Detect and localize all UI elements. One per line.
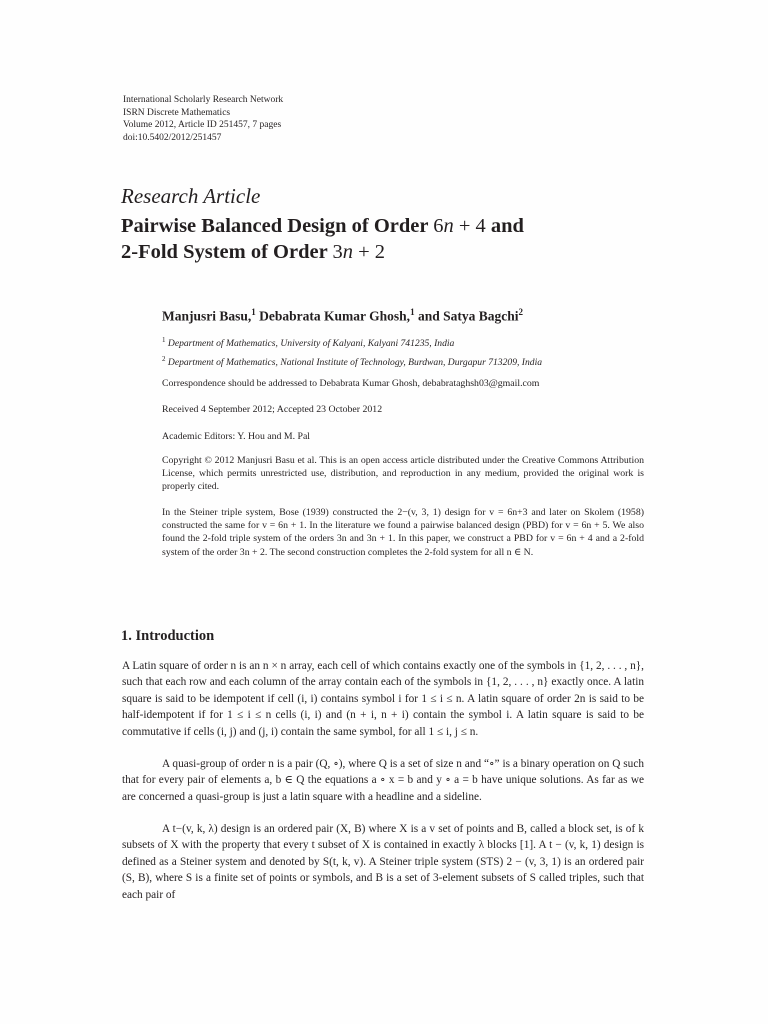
title-line-2-text: 2-Fold System of Order	[121, 241, 333, 263]
affiliation-2-text: Department of Mathematics, National Institute of Technology, Burdwan, Durgapur 713209, India	[165, 356, 543, 368]
journal-network: International Scholarly Research Network	[123, 95, 284, 105]
section-heading-introduction: 1. Introduction	[121, 628, 215, 644]
paper-title	[121, 213, 524, 265]
title-math-1-rest: + 4	[453, 215, 486, 237]
author-list	[162, 307, 523, 325]
title-math-1	[433, 215, 486, 237]
author-1: Manjusri Basu,	[162, 308, 252, 324]
title-line-1-text: Pairwise Balanced Design of Order	[121, 215, 434, 237]
title-math-1-var: n	[443, 215, 454, 237]
intro-paragraph-1: A Latin square of order n is an n × n array, each cell of which contains exactly one of the symbols in {1, 2, . . . , n}, such that each row and each column of the array contain each of the symbols in {1, 2, . . . , n} exactly once. A latin square is said to be idempotent if cell (i, i) contains symbol i for 1 ≤ i ≤ n. A latin square of order 2n is said to be half-idempotent if for 1 ≤ i ≤ n cells (i, i) and (n + i, n + i) contain the symbol i. A latin square is said to be commutative if cells (i, j) and (j, i) contain the same symbol, for all 1 ≤ i, j ≤ n.	[122, 660, 644, 738]
title-math-2	[332, 241, 385, 263]
affiliations	[162, 333, 542, 370]
abstract: In the Steiner triple system, Bose (1939) constructed the 2−(v, 3, 1) design for v = 6n+3 and later on Skolem (1958) constructed the same for v = 6n + 1. In the literature we found a pairwise balanced design (PBD) for v = 6n + 5. We also found the 2-fold triple system of the orders 3n and 3n + 1. In this paper, we construct a PBD for v = 6n + 4 and a 2-fold system of the order 3n + 2. The second construction completes the 2-fold system for all n ∈ N.	[162, 507, 644, 558]
volume-info: Volume 2012, Article ID 251457, 7 pages	[123, 120, 282, 130]
author-2: Debabrata Kumar Ghosh,	[255, 308, 411, 324]
author-1-affil: 1	[251, 307, 256, 317]
title-math-2-var: n	[342, 241, 353, 263]
title-line-2	[121, 239, 524, 265]
article-type: Research Article	[121, 184, 261, 208]
affiliation-2	[162, 352, 542, 371]
affiliation-2-sup: 2	[162, 354, 166, 363]
copyright-notice: Copyright © 2012 Manjusri Basu et al. This is an open access article distributed under the Creative Commons Attribution License, which permits unrestricted use, distribution, and reproduction in any medium, provided the original work is properly cited.	[162, 455, 644, 493]
affiliation-1-text: Department of Mathematics, University of Kalyani, Kalyani 741235, India	[165, 338, 455, 350]
affiliation-1-sup: 1	[162, 336, 166, 344]
title-math-2-rest: + 2	[352, 241, 385, 263]
author-2-affil: 1	[410, 307, 415, 317]
title-line-1-tail: and	[485, 215, 524, 237]
title-math-1-coef: 6	[433, 215, 444, 237]
title-math-2-coef: 3	[332, 241, 343, 263]
intro-paragraph-2: A quasi-group of order n is a pair (Q, ∘), where Q is a set of size n and “∘” is a binary operation on Q such that for every pair of elements a, b ∈ Q the equations a ∘ x = b and y ∘ a = b have unique solutions. As far as we are concerned a quasi-group is just a latin square with a headline and a sideline.	[122, 758, 644, 803]
affiliation-1	[162, 333, 542, 352]
author-3-affil: 2	[518, 307, 523, 317]
author-3: and Satya Bagchi	[414, 308, 519, 324]
journal-name: ISRN Discrete Mathematics	[123, 107, 231, 118]
correspondence: Correspondence should be addressed to Debabrata Kumar Ghosh, debabrataghsh03@gmail.com	[162, 378, 540, 389]
received-dates: Received 4 September 2012; Accepted 23 October 2012	[162, 404, 383, 415]
academic-editors: Academic Editors: Y. Hou and M. Pal	[162, 431, 311, 442]
title-line-1	[121, 213, 524, 239]
doi: doi:10.5402/2012/251457	[123, 132, 222, 143]
journal-header	[123, 94, 283, 144]
intro-paragraph-3: A t−(v, k, λ) design is an ordered pair (X, B) where X is a v set of points and B, called a block set, is of k subsets of X with the property that every t subset of X is contained in exactly λ blocks [1]. A t − (v, k, 1) design is defined as a Steiner system and denoted by S(t, k, v). A Steiner triple system (STS) 2 − (v, 3, 1) is an ordered pair (S, B), where S is a finite set of points or symbols, and B is a set of 3-element subsets of S called triples, such that each pair of	[122, 823, 644, 901]
